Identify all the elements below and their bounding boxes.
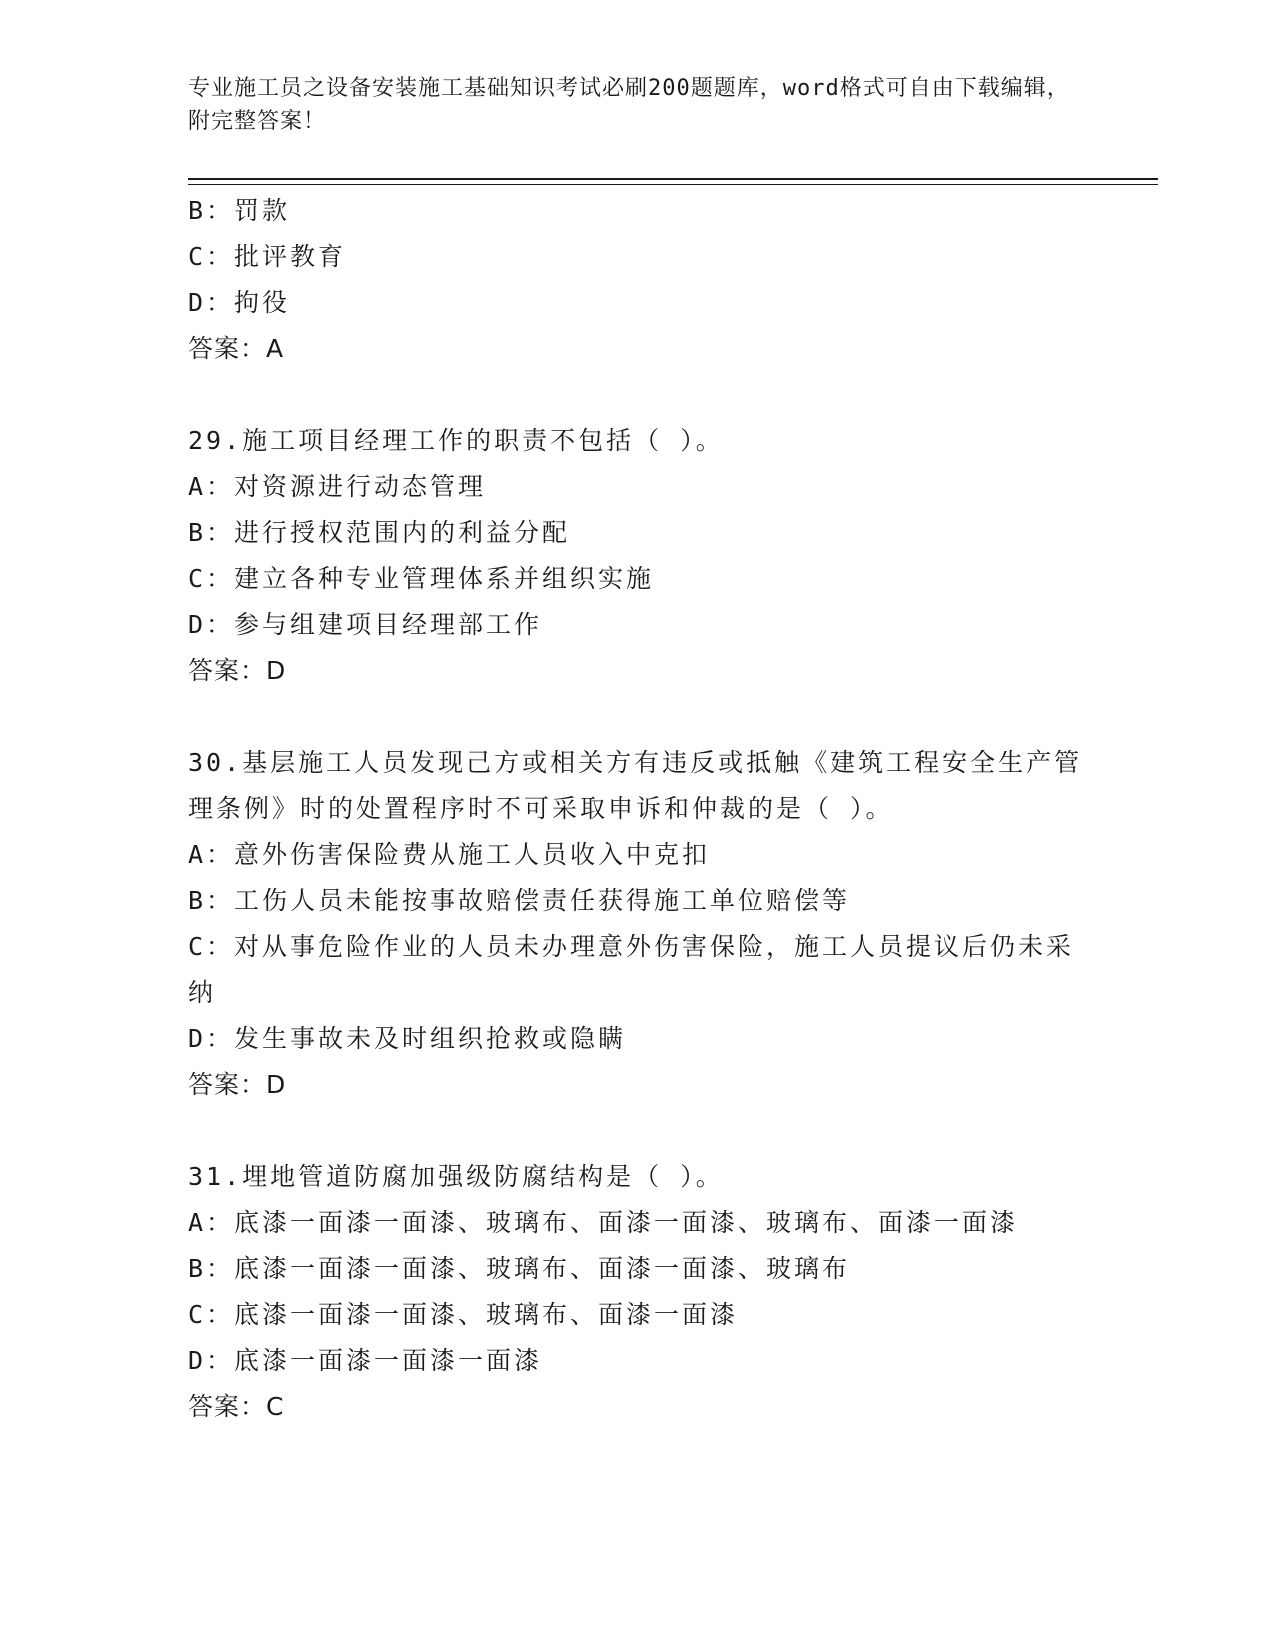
option-d: D：拘役 <box>188 288 291 317</box>
option-a: A：对资源进行动态管理 <box>188 472 487 501</box>
option-a: A：底漆一面漆一面漆、玻璃布、面漆一面漆、玻璃布、面漆一面漆 <box>188 1208 1019 1237</box>
question-29 <box>188 418 1088 694</box>
spacer <box>188 372 1088 418</box>
document-header: 专业施工员之设备安装施工基础知识考试必刷200题题库，word格式可自由下载编辑，附完整答案！ <box>188 76 1070 134</box>
option-b: B：进行授权范围内的利益分配 <box>188 518 571 547</box>
spacer <box>188 694 1088 740</box>
header-rule-thin <box>188 184 1158 185</box>
option-c: C：建立各种专业管理体系并组织实施 <box>188 564 655 593</box>
option-d: D：参与组建项目经理部工作 <box>188 610 543 639</box>
option-c: C：对从事危险作业的人员未办理意外伤害保险，施工人员提议后仍未采纳 <box>188 932 1075 1007</box>
question-31 <box>188 1154 1088 1430</box>
option-b: B：底漆一面漆一面漆、玻璃布、面漆一面漆、玻璃布 <box>188 1254 851 1283</box>
header-rule-thick <box>188 178 1158 180</box>
option-b: B：工伤人员未能按事故赔偿责任获得施工单位赔偿等 <box>188 886 851 915</box>
option-c: C：批评教育 <box>188 242 347 271</box>
question-stem: 30.基层施工人员发现己方或相关方有违反或抵触《建筑工程安全生产管理条例》时的处置程序时不可采取申诉和仲裁的是（ ）。 <box>188 748 1083 823</box>
option-a: A：意外伤害保险费从施工人员收入中克扣 <box>188 840 711 869</box>
question-stem: 31.埋地管道防腐加强级防腐结构是（ ）。 <box>188 1162 724 1191</box>
option-d: D：发生事故未及时组织抢救或隐瞒 <box>188 1024 627 1053</box>
answer-line: 答案：C <box>188 1392 285 1421</box>
option-c: C：底漆一面漆一面漆、玻璃布、面漆一面漆 <box>188 1300 739 1329</box>
option-b: B：罚款 <box>188 196 291 225</box>
answer-line: 答案：A <box>188 334 285 363</box>
answer-line: 答案：D <box>188 1070 287 1099</box>
question-28-continued <box>188 188 1088 372</box>
question-list <box>188 188 1088 1430</box>
question-stem: 29.施工项目经理工作的职责不包括（ ）。 <box>188 426 724 455</box>
spacer <box>188 1108 1088 1154</box>
question-30 <box>188 740 1088 1108</box>
option-d: D：底漆一面漆一面漆一面漆 <box>188 1346 543 1375</box>
answer-line: 答案：D <box>188 656 287 685</box>
